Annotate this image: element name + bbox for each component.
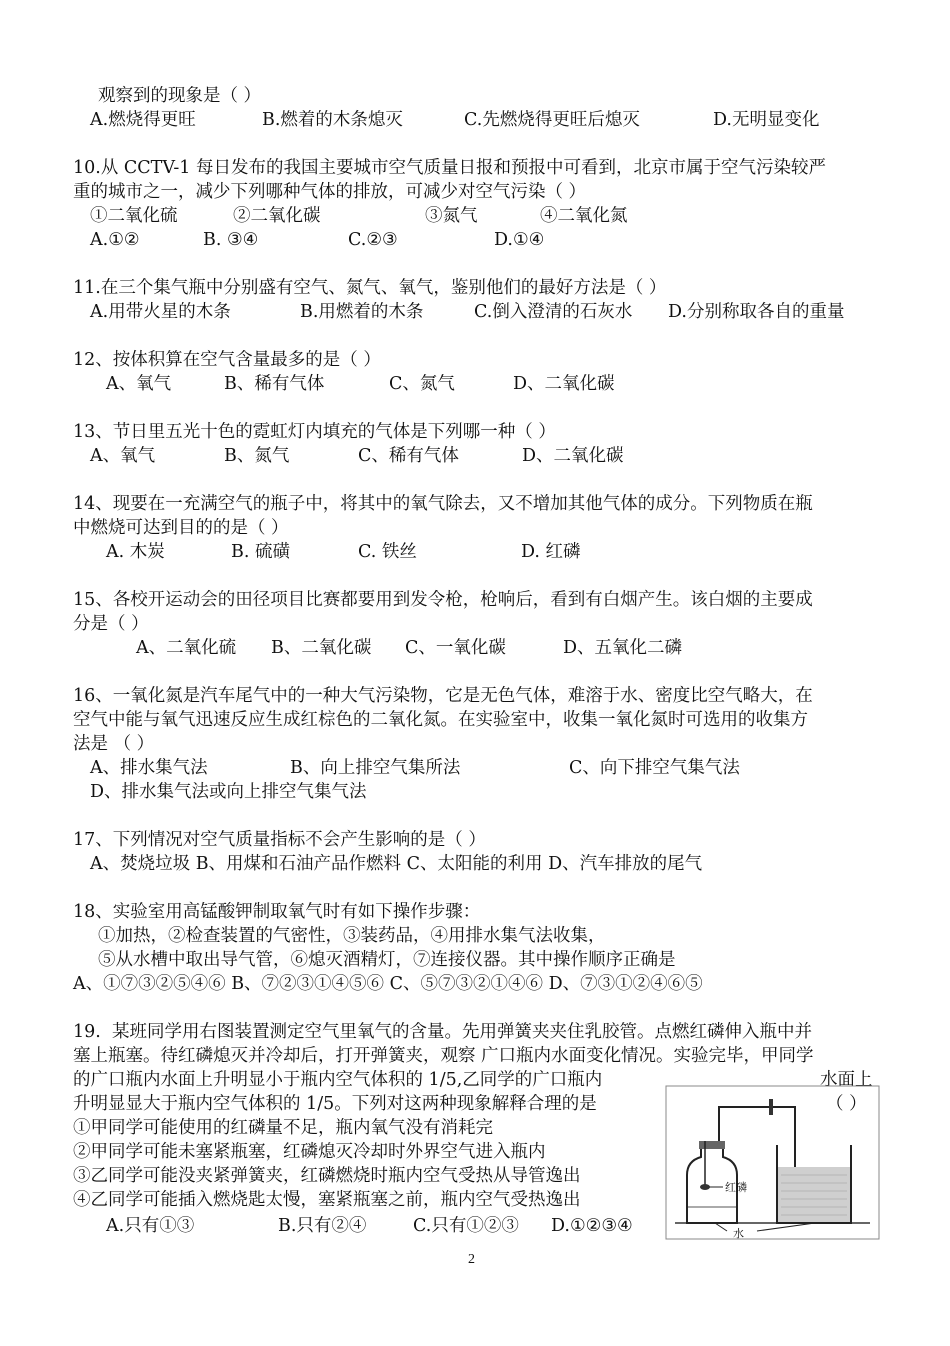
q17-line1: 17、下列情况对空气质量指标不会产生影响的是（ ） [73, 830, 486, 850]
q14-line2: 中燃烧可达到目的的是（ ） [73, 518, 289, 538]
label-red-phosphorus: 红磷 [725, 1181, 747, 1194]
q19-option-b: B.只有②④ [278, 1216, 367, 1236]
q14-option-b: B. 硫磺 [231, 542, 290, 562]
q12-option-c: C、氮气 [389, 374, 455, 394]
q13-option-b: B、氮气 [224, 446, 290, 466]
label-water: 水 [733, 1227, 744, 1240]
q10-option-d: D.①④ [494, 230, 545, 250]
q9-option-c: C.先燃烧得更旺后熄灭 [464, 110, 640, 130]
q16-option-a: A、排水集气法 [90, 758, 208, 778]
q9-option-b: B.燃着的木条熄灭 [262, 110, 403, 130]
q19-option-d: D.①②③④ [551, 1216, 633, 1236]
q19-answer-paren: （ ） [826, 1094, 867, 1114]
q11-line1: 11.在三个集气瓶中分别盛有空气、氮气、氧气，鉴别他们的最好方法是（ ） [73, 278, 667, 298]
label-pointer-water-right [757, 1223, 815, 1231]
q10-option-a: A.①② [90, 230, 140, 250]
q19-reason-3: ③乙同学可能没夹紧弹簧夹，红磷燃烧时瓶内空气受热从导管逸出 [73, 1166, 581, 1186]
q17-options: A、焚烧垃圾 B、用煤和石油产品作燃料 C、太阳能的利用 D、汽车排放的尾气 [90, 854, 703, 874]
q19-reason-2: ②甲同学可能未塞紧瓶塞，红磷熄灭冷却时外界空气进入瓶内 [73, 1142, 546, 1162]
q14-option-c: C. 铁丝 [358, 542, 417, 562]
q19-reason-4: ④乙同学可能插入燃烧匙太慢，塞紧瓶塞之前，瓶内空气受热逸出 [73, 1190, 581, 1210]
q19-reason-1: ①甲同学可能使用的红磷量不足，瓶内氧气没有消耗完 [73, 1118, 493, 1138]
q15-line2: 分是（ ） [73, 614, 149, 634]
q10-item-1: ①二氧化硫 [90, 206, 178, 226]
apparatus-figure [665, 1085, 880, 1240]
q16-line1: 16、一氧化氮是汽车尾气中的一种大气污染物，它是无色气体，难溶于水、密度比空气略大，在 [73, 686, 813, 706]
q10-option-b: B. ③④ [203, 230, 259, 250]
q19-option-a: A.只有①③ [106, 1216, 195, 1236]
q18-options: A、①⑦③②⑤④⑥ B、⑦②③①④⑤⑥ C、⑤⑦③②①④⑥ D、⑦③①②④⑥⑤ [73, 974, 703, 994]
q15-line1: 15、各校开运动会的田径项目比赛都要用到发令枪，枪响后，看到有白烟产生。该白烟的主要成 [73, 590, 813, 610]
q10-item-4: ④二氧化氮 [540, 206, 628, 226]
q16-option-c: C、向下排空气集气法 [569, 758, 740, 778]
q12-option-d: D、二氧化碳 [513, 374, 615, 394]
q11-option-a: A.用带火星的木条 [90, 302, 231, 322]
rubber-tube [719, 1107, 775, 1141]
page-number: 2 [468, 1252, 475, 1267]
q19-line1: 19. 某班同学用右图装置测定空气里氧气的含量。先用弹簧夹夹住乳胶管。点燃红磷伸入瓶中并 [73, 1022, 812, 1042]
q9-option-a: A.燃烧得更旺 [90, 110, 196, 130]
q15-option-d: D、五氧化二磷 [563, 638, 683, 658]
q10-line2: 重的城市之一，减少下列哪种气体的排放，可减少对空气污染（ ） [73, 182, 587, 202]
q16-line2: 空气中能与氧气迅速反应生成红棕色的二氧化氮。在实验室中，收集一氧化氮时可选用的收集方 [73, 710, 808, 730]
q18-line1: 18、实验室用高锰酸钾制取氧气时有如下操作步骤： [73, 902, 481, 922]
q16-line3: 法是 （ ） [73, 734, 155, 754]
q9-option-d: D.无明显变化 [713, 110, 820, 130]
q19-line3: 的广口瓶内水面上升明显小于瓶内空气体积的 1/5,乙同学的广口瓶内 [73, 1070, 603, 1090]
q12-option-a: A、氧气 [106, 374, 172, 394]
q12-option-b: B、稀有气体 [224, 374, 325, 394]
spring-clamp [769, 1099, 773, 1115]
q19-line2: 塞上瓶塞。待红磷熄灭并冷却后，打开弹簧夹，观察 广口瓶内水面变化情况。实验完毕，甲同学 [73, 1046, 814, 1066]
q19-option-c: C.只有①②③ [413, 1216, 519, 1236]
q18-line2: ①加热，②检查装置的气密性，③装药品，④用排水集气法收集， [98, 926, 606, 946]
q13-line1: 13、节日里五光十色的霓虹灯内填充的气体是下列哪一种（ ） [73, 422, 556, 442]
q18-line3: ⑤从水槽中取出导气管，⑥熄灭酒精灯，⑦连接仪器。其中操作顺序正确是 [98, 950, 676, 970]
q19-line3-tail: 水面上 [820, 1070, 873, 1090]
q12-line1: 12、按体积算在空气含量最多的是（ ） [73, 350, 381, 370]
q19-line4: 升明显显大于瓶内空气体积的 1/5。下列对这两种现象解释合理的是 [73, 1094, 597, 1114]
spoon-bowl [700, 1184, 710, 1190]
q11-option-c: C.倒入澄清的石灰水 [474, 302, 633, 322]
q16-option-b: B、向上排空气集所法 [290, 758, 461, 778]
q10-item-2: ②二氧化碳 [233, 206, 321, 226]
q13-option-a: A、氧气 [90, 446, 156, 466]
bottle-stopper [699, 1141, 725, 1149]
label-pointer-water-left [715, 1223, 727, 1231]
q15-option-a: A、二氧化硫 [136, 638, 237, 658]
q10-option-c: C.②③ [348, 230, 398, 250]
q14-line1: 14、现要在一充满空气的瓶子中，将其中的氧气除去，又不增加其他气体的成分。下列物质在瓶 [73, 494, 813, 514]
q16-option-d: D、排水集气法或向上排空气集气法 [90, 782, 367, 802]
q9-stem: 观察到的现象是（ ） [98, 86, 262, 106]
q14-option-a: A. 木炭 [106, 542, 165, 562]
q13-option-c: C、稀有气体 [358, 446, 459, 466]
q11-option-d: D.分别称取各自的重量 [668, 302, 845, 322]
q10-line1: 10.从 CCTV-1 每日发布的我国主要城市空气质量日报和预报中可看到，北京市属于空气污染较严 [73, 158, 826, 178]
q15-option-b: B、二氧化碳 [271, 638, 372, 658]
q11-option-b: B.用燃着的木条 [300, 302, 424, 322]
q13-option-d: D、二氧化碳 [522, 446, 624, 466]
q10-item-3: ③氮气 [425, 206, 478, 226]
q15-option-c: C、一氧化碳 [405, 638, 506, 658]
q14-option-d: D. 红磷 [521, 542, 581, 562]
